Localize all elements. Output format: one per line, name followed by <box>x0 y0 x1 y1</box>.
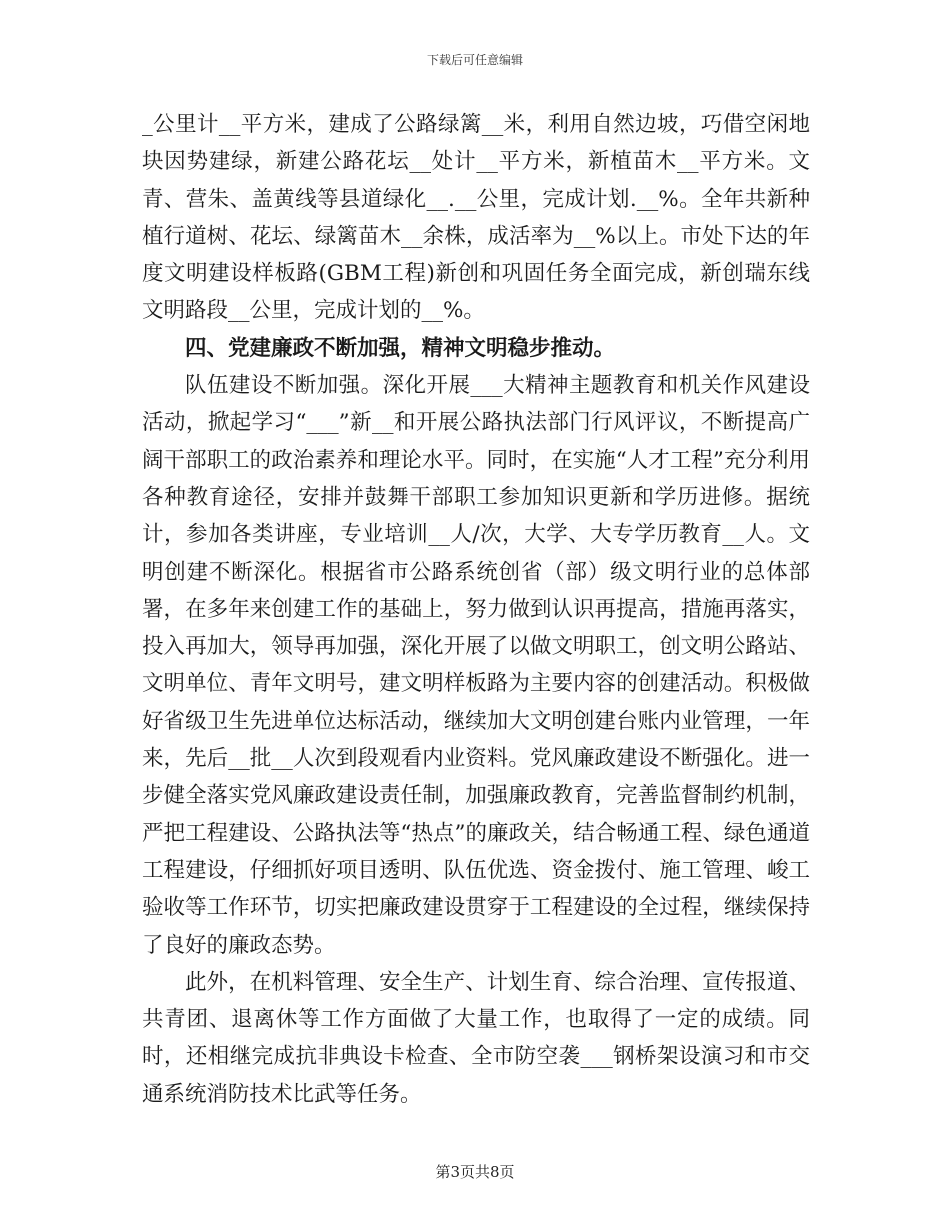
document-body <box>142 106 810 1113</box>
paragraph-team-building: 队伍建设不断加强。深化开展___大精神主题教育和机关作风建设活动，掀起学习“___”新__和开展公路执法部门行风评议，不断提高广阔干部职工的政治素养和理论水平。同时，在实施“人才工程”充分利用各种教育途径，安排并鼓舞干部职工参加知识更新和学历进修。据统计，参加各类讲座，专业培训__人/次，大学、大专学历教育__人。文明创建不断深化。根据省市公路系统创省（部）级文明行业的总体部署，在多年来创建工作的基础上，努力做到认识再提高，措施再落实，投入再加大，领导再加强，深化开展了以做文明职工，创文明公路站、文明单位、青年文明号，建文明样板路为主要内容的创建活动。积极做好省级卫生先进单位达标活动，继续加大文明创建台账内业管理，一年来，先后__批__人次到段观看内业资料。党风廉政建设不断强化。进一步健全落实党风廉政建设责任制，加强廉政教育，完善监督制约机制，严把工程建设、公路执法等“热点”的廉政关，结合畅通工程、绿色通道工程建设，仔细抓好项目透明、队伍优选、资金拨付、施工管理、峻工验收等工作环节，切实把廉政建设贯穿于工程建设的全过程，继续保持了良好的廉政态势。 <box>142 373 810 958</box>
page-header-note: 下载后可任意编辑 <box>426 53 523 67</box>
section-heading-4: 四、党建廉政不断加强，精神文明稳步推动。 <box>185 335 616 361</box>
paragraph-greening: _公里计__平方米，建成了公路绿篱__米，利用自然边坡，巧借空闲地块因势建绿，新建公路花坛__处计__平方米，新植苗木__平方米。文青、营朱、盖黄线等县道绿化__.__公里，完成计划.__%。全年共新种植行道树、花坛、绿篱苗木__余株，成活率为__%以上。市处下达的年度文明建设样板路(GBM工程)新创和巩固任务全面完成，新创瑞东线文明路段__公里，完成计划的__%。 <box>142 112 810 324</box>
paragraph-other-work: 此外，在机料管理、安全生产、计划生育、综合治理、宣传报道、共青团、退离休等工作方面做了大量工作，也取得了一定的成绩。同时，还相继完成抗非典设卡检查、全市防空袭___钢桥架设演习和市交通系统消防技术比武等任务。 <box>142 969 810 1107</box>
page-number: 第3页共8页 <box>435 1163 515 1181</box>
